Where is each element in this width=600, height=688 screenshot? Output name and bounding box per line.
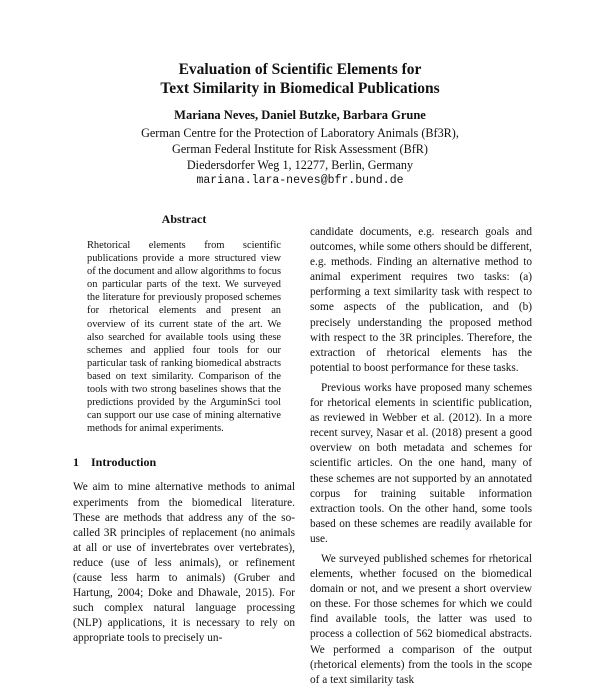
affiliation-line: German Centre for the Protection of Laboratory Animals (Bf3R), [141, 126, 459, 140]
affiliations [0, 125, 600, 189]
title-line-1: Evaluation of Scientific Elements for [178, 61, 422, 78]
author-list: Mariana Neves, Daniel Butzke, Barbara Grune [174, 108, 426, 122]
left-column [73, 212, 295, 646]
paper-title [0, 60, 600, 98]
intro-paragraph: candidate documents, e.g. research goals and outcomes, while some others should be different, e.g. methods. Finding an alternative method to animal experiment requires two tasks: (a) performing a text similarity task with respect to some aspects of the publication, and (b) precisely understanding the proposed method with respect to the 3R principles. Therefore, the extraction of rhetorical elements has the potential to boost performance for these tasks. [310, 226, 532, 374]
intro-paragraph: We aim to mine alternative methods to animal experiments from the biomedical literature. These are methods that address any of the so-called 3R principles of replacement (no animals at all or use of invertebrates over vertebrates), reduce (use of less animals), or refinement (cause less harm to animals) (Gruber and Hartung, 2004; Doke and Dhawale, 2015). For such complex natural language processing (NLP) applications, it is necessary to rely on appropriate tools to precisely un- [73, 481, 295, 645]
section-number: 1 [73, 455, 79, 470]
abstract-text: Rhetorical elements from scientific publications provide a more structured view of the document and allow algorithms to focus on particular parts of the text. We surveyed the literature for previously proposed schemes for rhetorical elements and present an overview of its current state of the art. We also searched for available tools using these schemes and applied four tools for our particular task of ranking biomedical abstracts based on text similarity. Comparison of the tools with two strong baselines shows that the predictions provided by the ArguminSci tool can support our use case of mining alternative methods for animal experiments. [87, 240, 281, 435]
section-heading-introduction [73, 455, 295, 470]
affiliation-line: Diedersdorfer Weg 1, 12277, Berlin, Germany [186, 158, 414, 172]
affiliation-line: German Federal Institute for Risk Assessment (BfR) [172, 142, 428, 156]
intro-paragraph: We surveyed published schemes for rhetorical elements, whether focused on the biomedical domain or not, and we present a short overview on these. For those schemes for which we could find available tools, the latter was used to process a collection of 562 biomedical abstracts. We performed a comparison of the output (rhetorical elements) from the tools in the scope of a text similarity task [310, 552, 532, 686]
author-email: mariana.lara-neves@bfr.bund.de [196, 174, 404, 187]
title-line-2: Text Similarity in Biomedical Publications [160, 80, 440, 97]
intro-paragraph: Previous works have proposed many schemes for rhetorical elements in scientific publication, as reviewed in Webber et al. (2012). In a more recent survey, Nasar et al. (2018) present a good overview on both metadata and schemes for scientific articles. On the one hand, many of these schemes are not supported by an annotated corpus for training suitable information extraction tools. On the other hand, some tools based on these schemes are readily available for use. [310, 381, 532, 545]
section-title: Introduction [91, 455, 157, 470]
abstract-heading: Abstract [161, 212, 207, 226]
right-column [310, 225, 532, 688]
